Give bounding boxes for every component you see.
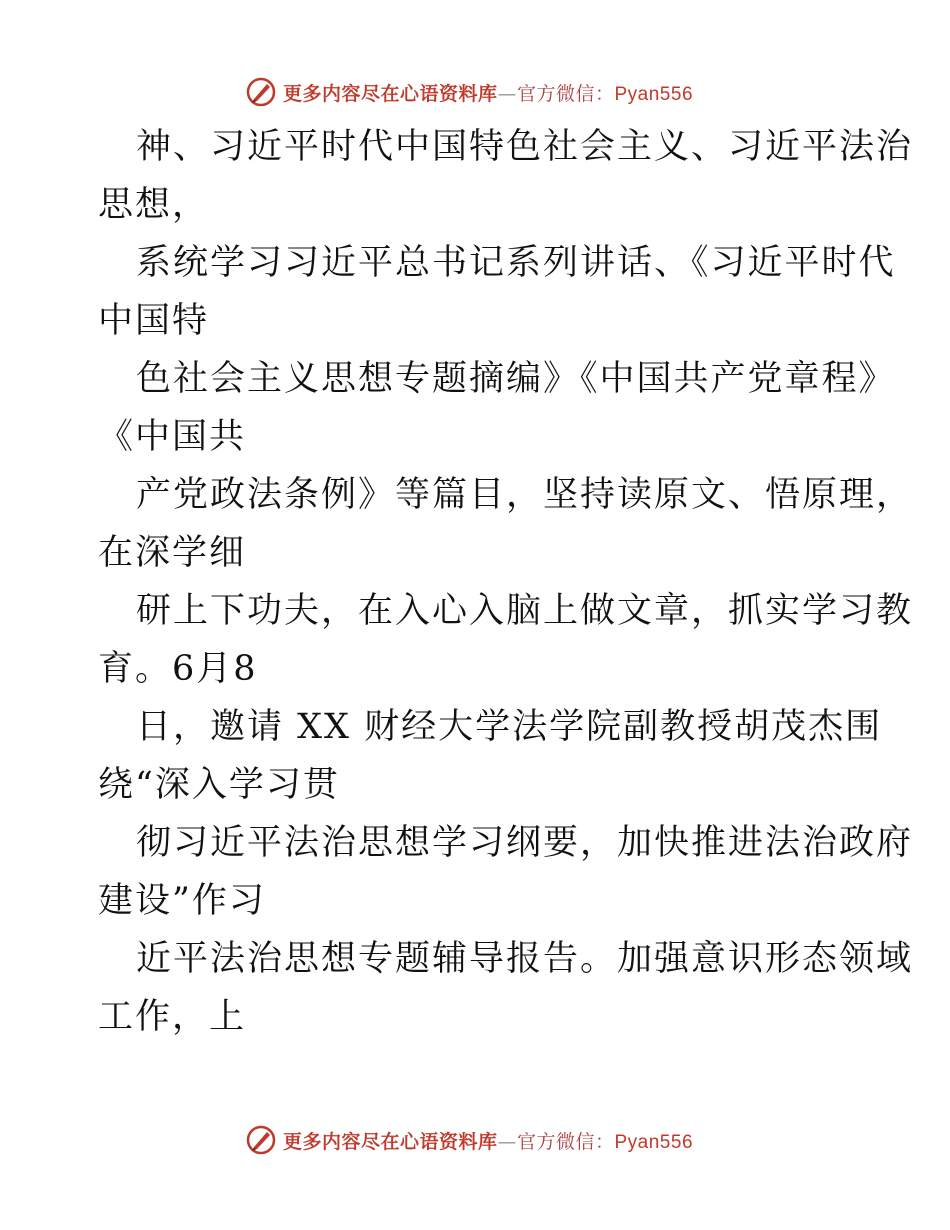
- body-line: 中国特: [98, 301, 210, 341]
- footer-wechat-label: 官方微信：: [516, 1130, 615, 1153]
- footer-banner-text: [283, 1127, 693, 1154]
- quill-pen-logo-icon: [245, 76, 277, 108]
- body-line: 育。6月8: [98, 649, 258, 689]
- header-dash: —: [497, 82, 517, 105]
- body-line: 思想，: [98, 185, 210, 225]
- body-line: 工作，上: [98, 997, 247, 1037]
- document-body: [98, 118, 914, 1046]
- body-line: 近平法治思想专题辅导报告。加强意识形态领域: [136, 939, 914, 979]
- footer-banner: [0, 1120, 950, 1160]
- body-line: 神、习近平时代中国特色社会主义、习近平法治: [136, 127, 914, 167]
- body-line: 绕“深入学习贯: [98, 765, 340, 805]
- body-line: 日，邀请 XX 财经大学法学院副教授胡茂杰围: [136, 707, 883, 747]
- footer-wechat-id: Pyan556: [614, 1131, 694, 1153]
- header-banner-content: [245, 76, 693, 108]
- body-line: 在深学细: [98, 533, 247, 573]
- body-line: 系统学习习近平总书记系列讲话、《习近平时代: [136, 243, 896, 283]
- header-banner: [0, 72, 950, 112]
- footer-dash: —: [497, 1130, 517, 1153]
- header-brand-text: 更多内容尽在心语资料库: [282, 82, 498, 105]
- body-line: 研上下功夫，在入心入脑上做文章，抓实学习教: [136, 591, 914, 631]
- body-line: 《中国共: [98, 417, 247, 457]
- body-line: 产党政法条例》等篇目，坚持读原文、悟原理，: [136, 475, 914, 515]
- footer-banner-content: [245, 1124, 693, 1156]
- header-wechat-id: Pyan556: [614, 83, 694, 105]
- body-line: 色社会主义思想专题摘编》《中国共产党章程》: [136, 359, 896, 399]
- quill-pen-logo-icon: [245, 1124, 277, 1156]
- footer-brand-text: 更多内容尽在心语资料库: [282, 1130, 498, 1153]
- body-line: 建设”作习: [98, 881, 266, 921]
- header-wechat-label: 官方微信：: [516, 82, 615, 105]
- body-line: 彻习近平法治思想学习纲要，加快推进法治政府: [136, 823, 914, 863]
- header-banner-text: [283, 79, 693, 106]
